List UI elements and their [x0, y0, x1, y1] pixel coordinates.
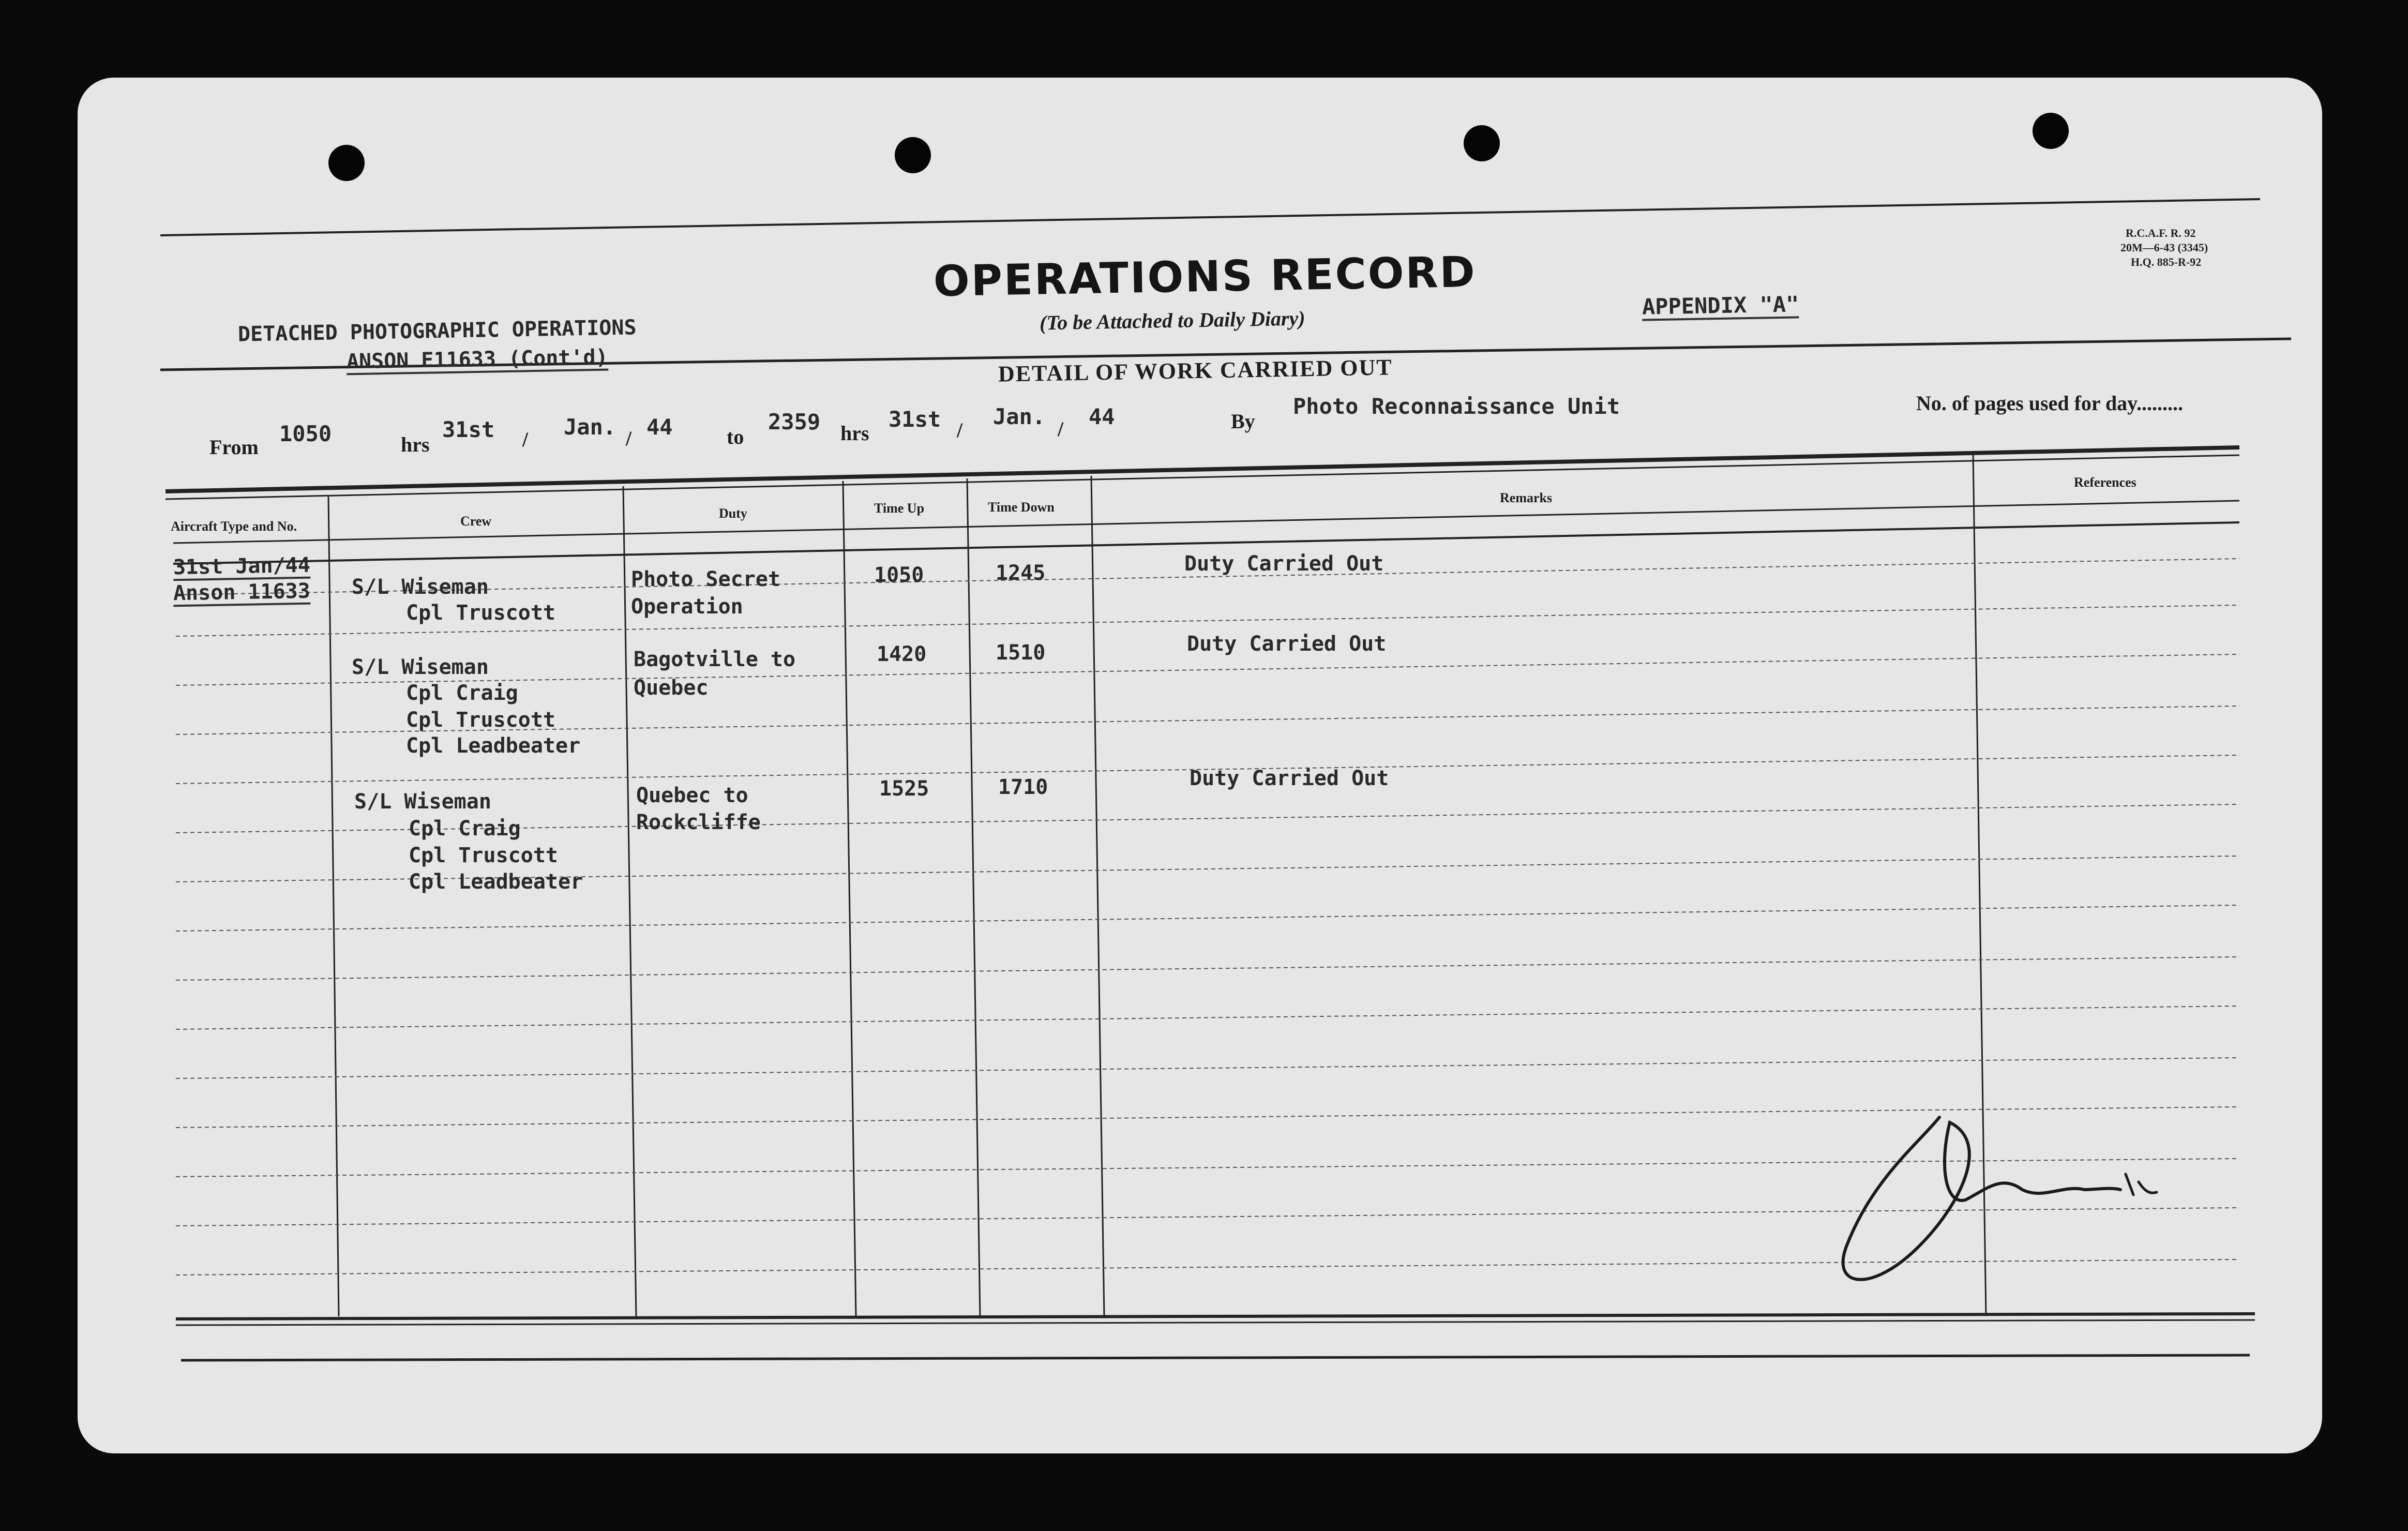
- crew-member: Cpl Craig: [409, 817, 521, 840]
- time-up: 1420: [877, 642, 927, 666]
- time-down: 1710: [998, 775, 1048, 799]
- header-references: References: [2074, 475, 2136, 490]
- duty-text: Rockcliffe: [636, 810, 761, 834]
- unit-name: DETACHED PHOTOGRAPHIC OPERATIONS: [237, 316, 637, 347]
- slash-label: /: [1058, 417, 1064, 441]
- slash-label: /: [522, 428, 529, 451]
- aircraft-id: Anson 11633: [173, 581, 311, 607]
- duty-text: Quebec to: [636, 784, 748, 807]
- hrs-label: hrs: [840, 422, 869, 445]
- crew-member: Cpl Truscott: [409, 844, 558, 867]
- duty-text: Quebec: [634, 676, 709, 700]
- crew-member: S/L Wiseman: [354, 790, 491, 814]
- time-up: 1050: [874, 563, 924, 587]
- crew-member: Cpl Leadbeater: [406, 734, 581, 758]
- aircraft-date: 31st Jan/44: [173, 555, 311, 581]
- from-year: 44: [646, 414, 673, 440]
- hrs-label: hrs: [401, 433, 430, 456]
- page-subtitle: (To be Attached to Daily Diary): [1039, 306, 1305, 335]
- duty-text: Photo Secret: [631, 567, 780, 591]
- from-label: From: [209, 436, 259, 459]
- duty-text: Bagotville to: [634, 648, 796, 671]
- to-label: to: [727, 425, 744, 448]
- form-number-line: H.Q. 885-R-92: [2131, 256, 2202, 268]
- unit-aircraft: ANSON E11633 (Cont'd): [347, 347, 608, 376]
- appendix-label: APPENDIX "A": [1642, 293, 1799, 321]
- time-down: 1510: [996, 641, 1046, 665]
- duty-text: Operation: [631, 595, 743, 619]
- detail-heading: DETAIL OF WORK CARRIED OUT: [998, 354, 1393, 387]
- crew-member: Cpl Truscott: [406, 601, 555, 625]
- crew-member: Cpl Craig: [406, 681, 518, 705]
- remarks-text: Duty Carried Out: [1184, 552, 1384, 576]
- operations-record-card: [78, 78, 2322, 1453]
- header-time-up: Time Up: [874, 501, 925, 516]
- pages-used-label: No. of pages used for day.........: [1916, 392, 2183, 415]
- to-year: 44: [1089, 404, 1115, 429]
- from-day: 31st: [442, 417, 495, 442]
- by-label: By: [1231, 410, 1255, 433]
- crew-member: Cpl Truscott: [406, 708, 555, 732]
- page-title: OPERATIONS RECORD: [933, 247, 1477, 307]
- time-up: 1525: [879, 777, 929, 801]
- from-month: Jan.: [564, 414, 616, 440]
- crew-member: S/L Wiseman: [352, 655, 489, 679]
- slash-label: /: [957, 418, 963, 442]
- to-day: 31st: [889, 407, 941, 432]
- form-number-line: R.C.A.F. R. 92: [2126, 227, 2196, 239]
- by-value: Photo Reconnaissance Unit: [1293, 394, 1620, 419]
- to-time: 2359: [768, 409, 821, 434]
- crew-member: Cpl Leadbeater: [409, 870, 583, 894]
- header-time-down: Time Down: [988, 500, 1055, 515]
- crew-member: S/L Wiseman: [352, 575, 489, 599]
- to-month: Jan.: [993, 404, 1046, 429]
- header-remarks: Remarks: [1500, 490, 1553, 505]
- time-down: 1245: [996, 561, 1046, 585]
- header-aircraft: Aircraft Type and No.: [171, 519, 297, 534]
- remarks-text: Duty Carried Out: [1190, 767, 1389, 790]
- header-duty: Duty: [719, 506, 747, 521]
- header-crew: Crew: [460, 514, 492, 529]
- from-time: 1050: [279, 421, 332, 446]
- slash-label: /: [626, 427, 632, 450]
- form-number-line: 20M—6-43 (3345): [2120, 241, 2208, 254]
- remarks-text: Duty Carried Out: [1187, 632, 1387, 656]
